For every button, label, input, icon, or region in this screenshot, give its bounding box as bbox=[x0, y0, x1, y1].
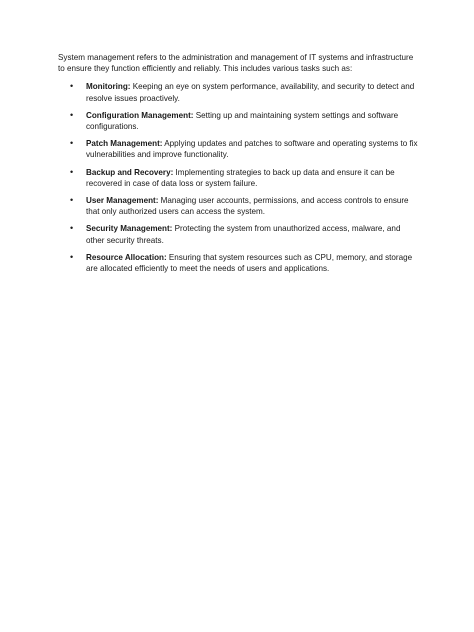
list-item bbox=[58, 223, 420, 245]
task-term: User Management: bbox=[86, 196, 159, 206]
list-item bbox=[58, 167, 420, 189]
task-description: Applying updates and patches to software and operating systems to fix vulnerabilities and improve functionality. bbox=[86, 139, 418, 160]
task-term: Patch Management: bbox=[86, 139, 163, 149]
bullet-icon: • bbox=[70, 195, 74, 206]
bullet-icon: • bbox=[70, 251, 74, 262]
task-term: Configuration Management: bbox=[86, 110, 194, 120]
task-description: Managing user accounts, permissions, and access controls to ensure that only authorized users can access the system. bbox=[86, 196, 409, 217]
bullet-icon: • bbox=[70, 166, 74, 177]
list-item bbox=[58, 195, 420, 217]
task-term: Security Management: bbox=[86, 224, 173, 234]
task-term: Resource Allocation: bbox=[86, 252, 167, 262]
task-description: Protecting the system from unauthorized access, malware, and other security threats. bbox=[86, 224, 401, 245]
list-item bbox=[58, 110, 420, 132]
list-item bbox=[58, 81, 420, 103]
list-item bbox=[58, 138, 420, 160]
bullet-icon: • bbox=[70, 223, 74, 234]
document-body bbox=[58, 52, 420, 280]
task-description: Implementing strategies to back up data and ensure it can be recovered in case of data loss or system failure. bbox=[86, 167, 395, 188]
task-description: Ensuring that system resources such as CPU, memory, and storage are allocated efficiently to meet the needs of users and applications. bbox=[86, 252, 413, 274]
task-list bbox=[58, 81, 420, 274]
task-description: Setting up and maintaining system settings and software configurations. bbox=[86, 110, 399, 132]
bullet-icon: • bbox=[70, 138, 74, 149]
task-description: Keeping an eye on system performance, availability, and security to detect and resolve issues proactively. bbox=[86, 82, 415, 103]
task-term: Backup and Recovery: bbox=[86, 167, 174, 177]
list-item bbox=[58, 252, 420, 274]
bullet-icon: • bbox=[70, 81, 74, 92]
intro-paragraph: System management refers to the administration and management of IT systems and infrastructure to ensure they function efficiently and reliably. This includes various tasks such as: bbox=[58, 53, 414, 74]
task-term: Monitoring: bbox=[86, 82, 131, 92]
bullet-icon: • bbox=[70, 109, 74, 120]
